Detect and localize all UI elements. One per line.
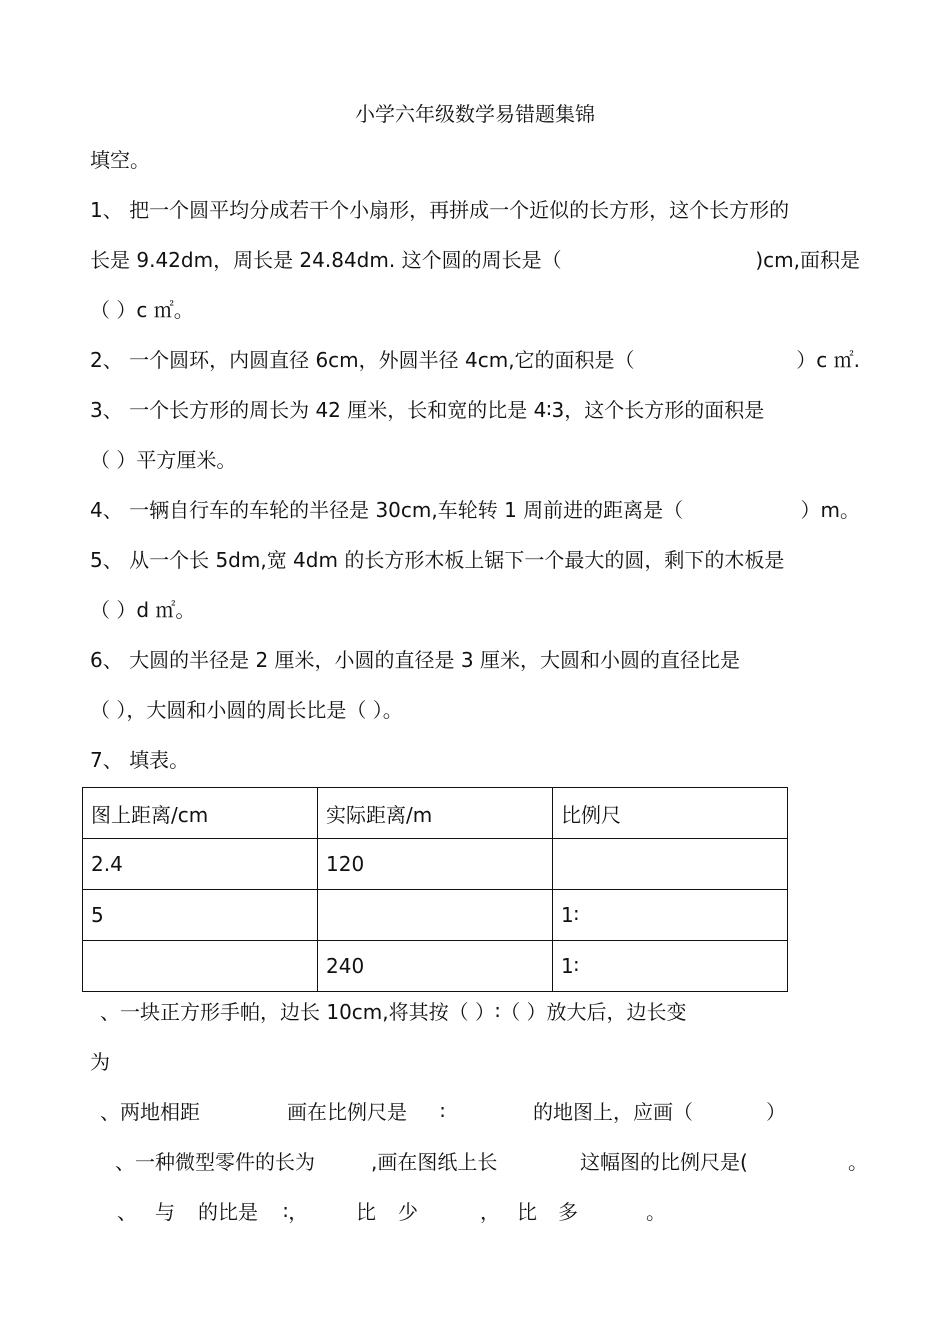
question-5-line-1: 5、 从一个长 5dm,宽 4dm 的长方形木板上锯下一个最大的圆，剩下的木板是 — [90, 548, 785, 572]
question-10-part-4: 。 — [848, 1150, 868, 1174]
question-9-part-4: 的地图上，应画（ — [533, 1100, 693, 1124]
question-10-part-3: 这幅图的比例尺是( — [580, 1150, 748, 1174]
question-1-line-2-right: )cm,面积是 — [755, 248, 860, 272]
question-11-part-4: ∶， — [283, 1200, 309, 1224]
table-header-row — [83, 788, 788, 839]
question-3-line-2: （ ）平方厘米。 — [90, 448, 237, 472]
question-1-line-2 — [90, 246, 860, 274]
question-9-part-2: 画在比例尺是 — [287, 1100, 407, 1124]
question-11-part-8: 比 — [517, 1200, 537, 1224]
question-2 — [90, 346, 860, 374]
question-9-part-5: ） — [766, 1100, 786, 1124]
question-11-part-7: ， — [480, 1200, 500, 1224]
question-8-line-2: 为 — [90, 1050, 110, 1074]
table-cell: 5 — [83, 890, 318, 941]
question-11-part-10: 。 — [646, 1200, 666, 1224]
question-9-part-1: 、两地相距 — [100, 1100, 200, 1124]
table-cell — [553, 839, 788, 890]
table-cell: 1∶ — [553, 941, 788, 992]
table-cell: 240 — [318, 941, 553, 992]
scale-table — [82, 787, 788, 992]
question-11-part-9: 多 — [558, 1200, 578, 1224]
table-cell — [318, 890, 553, 941]
table-header-cell: 比例尺 — [553, 788, 788, 839]
question-10-part-2: ,画在图纸上长 — [371, 1150, 498, 1174]
question-4-left: 4、 一辆自行车的车轮的半径是 30cm,车轮转 1 周前进的距离是（ — [90, 498, 684, 522]
question-11-part-2: 与 — [155, 1200, 175, 1224]
page-title: 小学六年级数学易错题集锦 — [355, 102, 595, 126]
question-7-label: 7、 填表。 — [90, 748, 190, 772]
question-2-left: 2、 一个圆环，内圆直径 6cm，外圆半径 4cm,它的面积是（ — [90, 348, 635, 372]
table-cell: 120 — [318, 839, 553, 890]
question-4 — [90, 496, 860, 524]
question-11-part-3: 的比是 — [198, 1200, 258, 1224]
table-header-cell: 实际距离/m — [318, 788, 553, 839]
question-10-part-1: 、一种微型零件的长为 — [115, 1150, 315, 1174]
question-4-right: ）m。 — [800, 498, 860, 522]
question-1-line-2-left: 长是 9.42dm，周长是 24.84dm. 这个圆的周长是（ — [90, 248, 562, 272]
question-9-part-3: ∶ — [440, 1100, 446, 1124]
table-row — [83, 839, 788, 890]
question-2-right: ）c ㎡. — [796, 348, 860, 372]
question-6-line-2: （ ），大圆和小圆的周长比是（ ）。 — [90, 698, 403, 722]
table-cell — [83, 941, 318, 992]
question-8-line-1: 、一块正方形手帕，边长 10cm,将其按（ ）∶（ ）放大后，边长变 — [100, 1000, 687, 1024]
question-11-part-1: 、 — [117, 1200, 137, 1224]
question-11-part-6: 少 — [398, 1200, 418, 1224]
table-cell: 2.4 — [83, 839, 318, 890]
table-cell: 1∶ — [553, 890, 788, 941]
question-5-line-2: （ ）d ㎡。 — [90, 598, 196, 622]
question-6-line-1: 6、 大圆的半径是 2 厘米，小圆的直径是 3 厘米，大圆和小圆的直径比是 — [90, 648, 740, 672]
question-11-part-5: 比 — [356, 1200, 376, 1224]
table-header-cell: 图上距离/cm — [83, 788, 318, 839]
question-1-line-1: 1、 把一个圆平均分成若干个小扇形，再拼成一个近似的长方形，这个长方形的 — [90, 198, 790, 222]
table-row — [83, 890, 788, 941]
question-1-line-3: （ ）c ㎡。 — [90, 298, 194, 322]
question-3-line-1: 3、 一个长方形的周长为 42 厘米，长和宽的比是 4∶3，这个长方形的面积是 — [90, 398, 765, 422]
table-row — [83, 941, 788, 992]
section-heading: 填空。 — [90, 148, 150, 172]
